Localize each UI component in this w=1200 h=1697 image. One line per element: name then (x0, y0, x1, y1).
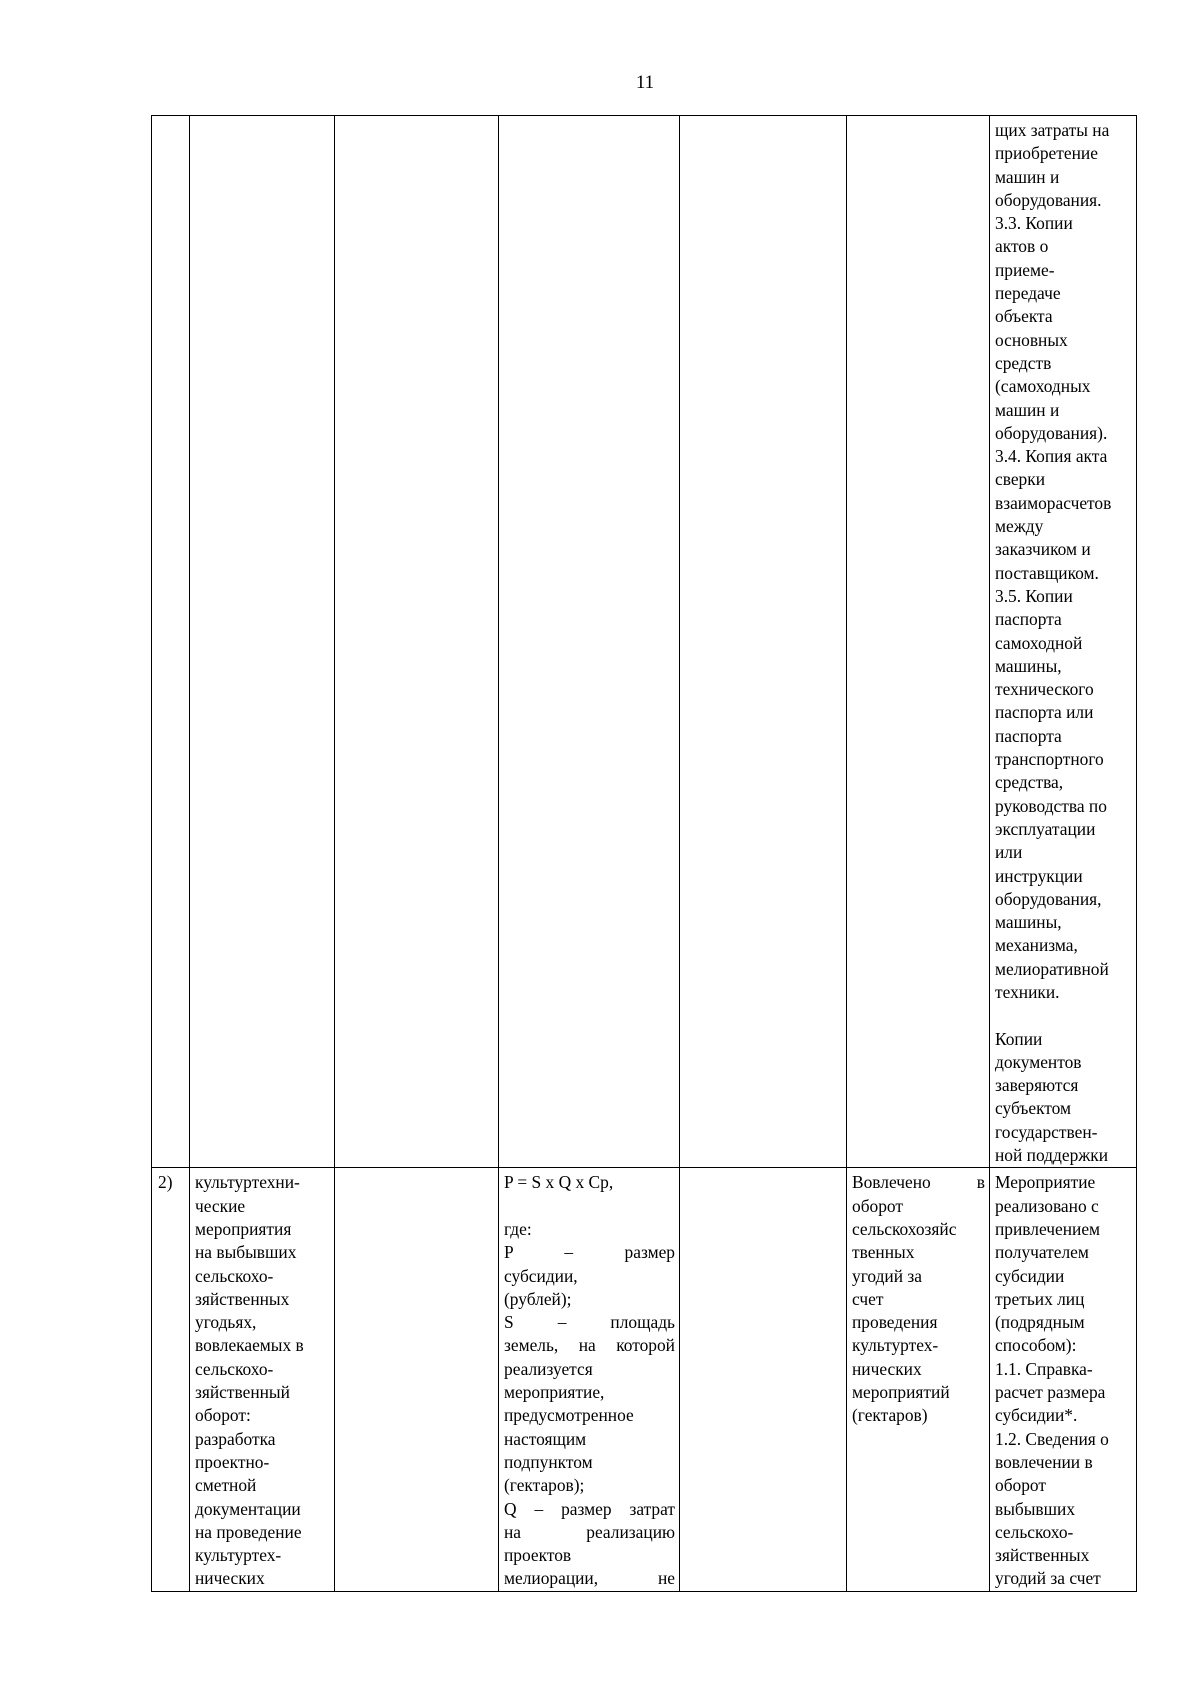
text-line: третьих лиц (995, 1288, 1085, 1309)
text-line: расчет размера (995, 1382, 1106, 1403)
text-line: зяйственных (195, 1288, 290, 1309)
text-line: нических (195, 1568, 265, 1589)
cell-event-name (190, 1168, 335, 1591)
text-line: документации (195, 1498, 301, 1519)
text-line: заверяются (995, 1075, 1079, 1096)
text-line: сверки (995, 469, 1045, 490)
text-line: твенных (852, 1242, 915, 1263)
text-line: оборот (852, 1195, 903, 1216)
text-line: вовлечении в (995, 1451, 1093, 1472)
text-line: щих затраты на (995, 120, 1110, 140)
text-line: машин и (995, 399, 1060, 420)
text-line: средств (995, 352, 1052, 373)
text-line: привлечением (995, 1218, 1101, 1239)
text-line: ческие (195, 1195, 246, 1216)
text-line: способом): (995, 1335, 1077, 1356)
text-line: счет (852, 1288, 884, 1309)
text-line: P = S x Q x Cp, (504, 1172, 614, 1193)
text-line: приеме- (995, 259, 1055, 280)
text-line: (самоходных (995, 376, 1091, 397)
text-line: Q – размер затрат (504, 1498, 675, 1519)
document-table (151, 115, 1137, 1592)
text-line: на проведение (195, 1521, 302, 1542)
cell-event-name (190, 116, 335, 1168)
text-line: получателем (995, 1242, 1089, 1263)
text-line: на выбывших (195, 1242, 297, 1263)
text-line: разработка (195, 1428, 276, 1449)
text-line: нических (852, 1358, 922, 1379)
text-line: объекта (995, 306, 1053, 327)
text-line: сельскохо- (195, 1358, 274, 1379)
text-line: зяйственный (195, 1382, 290, 1403)
text-line: 3.3. Копии (995, 213, 1073, 234)
text-line: реализуется (504, 1358, 593, 1379)
text-line: зяйственных (995, 1545, 1090, 1566)
text-line: или (995, 842, 1023, 863)
text-line: эксплуатации (995, 818, 1096, 839)
text-line: заказчиком и (995, 539, 1091, 560)
text-line: угодьях, (195, 1312, 257, 1333)
text-line: государствен- (995, 1121, 1098, 1142)
text-line: субъектом (995, 1098, 1072, 1119)
cell-documents (990, 1168, 1137, 1591)
text-line: (подрядным (995, 1312, 1085, 1333)
text-line: настоящим (504, 1428, 587, 1449)
text-line: сельскохо- (195, 1265, 274, 1286)
cell-col5 (680, 116, 847, 1168)
text-line: (рублей); (504, 1288, 572, 1309)
text-line: субсидии*. (995, 1405, 1078, 1426)
cell-col3 (335, 116, 499, 1168)
text-line: оборудования). (995, 422, 1108, 443)
text-line: оборудования. (995, 189, 1102, 210)
text-line: транспортного (995, 749, 1104, 770)
text-line: Мероприятие (995, 1172, 1096, 1193)
text-line: машины, (995, 912, 1062, 933)
cell-formula (499, 116, 680, 1168)
text-line: (гектаров); (504, 1475, 585, 1496)
text-line: основных (995, 329, 1068, 350)
text-line: оборот (995, 1475, 1046, 1496)
text-line: самоходной (995, 632, 1083, 653)
text-line: субсидии (995, 1265, 1065, 1286)
text-line (995, 1004, 1132, 1027)
page-number: 11 (635, 72, 655, 93)
text-line: ной поддержки (995, 1145, 1109, 1166)
text-line: культуртехни- (195, 1172, 300, 1193)
text-line: S – площадь (504, 1312, 675, 1333)
table-row-continuation (152, 116, 1137, 1168)
text-line: 1.1. Справка- (995, 1358, 1093, 1379)
text-line: проведения (852, 1312, 938, 1333)
text-line: проектов (504, 1545, 572, 1566)
cell-result-indicator (847, 1168, 990, 1591)
text-line: мелиорации, не (504, 1568, 675, 1589)
cell-col3 (335, 1168, 499, 1591)
text-line: мероприятия (195, 1218, 292, 1239)
text-line: взаиморасчетов (995, 492, 1112, 513)
text-line: актов о (995, 236, 1049, 257)
text-line (504, 1195, 675, 1218)
text-line: Вовлечено в (852, 1172, 985, 1193)
text-line: культуртех- (852, 1335, 939, 1356)
text-line: документов (995, 1051, 1082, 1072)
text-line: угодий за счет (995, 1568, 1101, 1589)
text-line: земель, на которой (504, 1335, 675, 1356)
text-line: техники. (995, 981, 1060, 1002)
text-line: машин и (995, 166, 1060, 187)
cell-result-indicator (847, 116, 990, 1168)
text-line: инструкции (995, 865, 1083, 886)
text-line: между (995, 516, 1044, 537)
text-line: реализовано с (995, 1195, 1099, 1216)
text-line: паспорта (995, 725, 1062, 746)
text-line: средства, (995, 772, 1064, 793)
cell-formula (499, 1168, 680, 1591)
text-line: механизма, (995, 935, 1078, 956)
text-line: 3.4. Копия акта (995, 446, 1108, 467)
text-line: сельскохозяйс (852, 1218, 957, 1239)
text-line: сметной (195, 1475, 257, 1496)
text-line: субсидии, (504, 1265, 578, 1286)
text-line: культуртех- (195, 1545, 282, 1566)
text-line: где: (504, 1218, 532, 1239)
text-line: машины, (995, 655, 1062, 676)
text-line: проектно- (195, 1451, 270, 1472)
text-line: приобретение (995, 143, 1098, 164)
cell-number (152, 116, 190, 1168)
text-line: 3.5. Копии (995, 585, 1073, 606)
text-line: Копии (995, 1028, 1043, 1049)
text-line: угодий за (852, 1265, 922, 1286)
text-line: паспорта (995, 609, 1062, 630)
text-line: (гектаров) (852, 1405, 928, 1426)
table-row-2 (152, 1168, 1137, 1591)
text-line: оборудования, (995, 888, 1102, 909)
cell-col5 (680, 1168, 847, 1591)
text-line: вовлекаемых в (195, 1335, 304, 1356)
text-line: паспорта или (995, 702, 1094, 723)
text-line: мелиоративной (995, 958, 1109, 979)
text-line: выбывших (995, 1498, 1076, 1519)
text-line: передаче (995, 283, 1061, 304)
text-line: поставщиком. (995, 562, 1099, 583)
text-line: подпунктом (504, 1451, 593, 1472)
cell-documents (990, 116, 1137, 1168)
text-line: P – размер (504, 1242, 675, 1263)
text-line: оборот: (195, 1405, 251, 1426)
text-line: технического (995, 679, 1094, 700)
text-line: предусмотренное (504, 1405, 634, 1426)
text-line: мероприятие, (504, 1382, 605, 1403)
text-line: сельскохо- (995, 1521, 1074, 1542)
text-line: на реализацию (504, 1521, 675, 1542)
cell-number: 2) (152, 1168, 190, 1591)
text-line: 1.2. Сведения о (995, 1428, 1109, 1449)
text-line: мероприятий (852, 1382, 950, 1403)
text-line: руководства по (995, 795, 1107, 816)
